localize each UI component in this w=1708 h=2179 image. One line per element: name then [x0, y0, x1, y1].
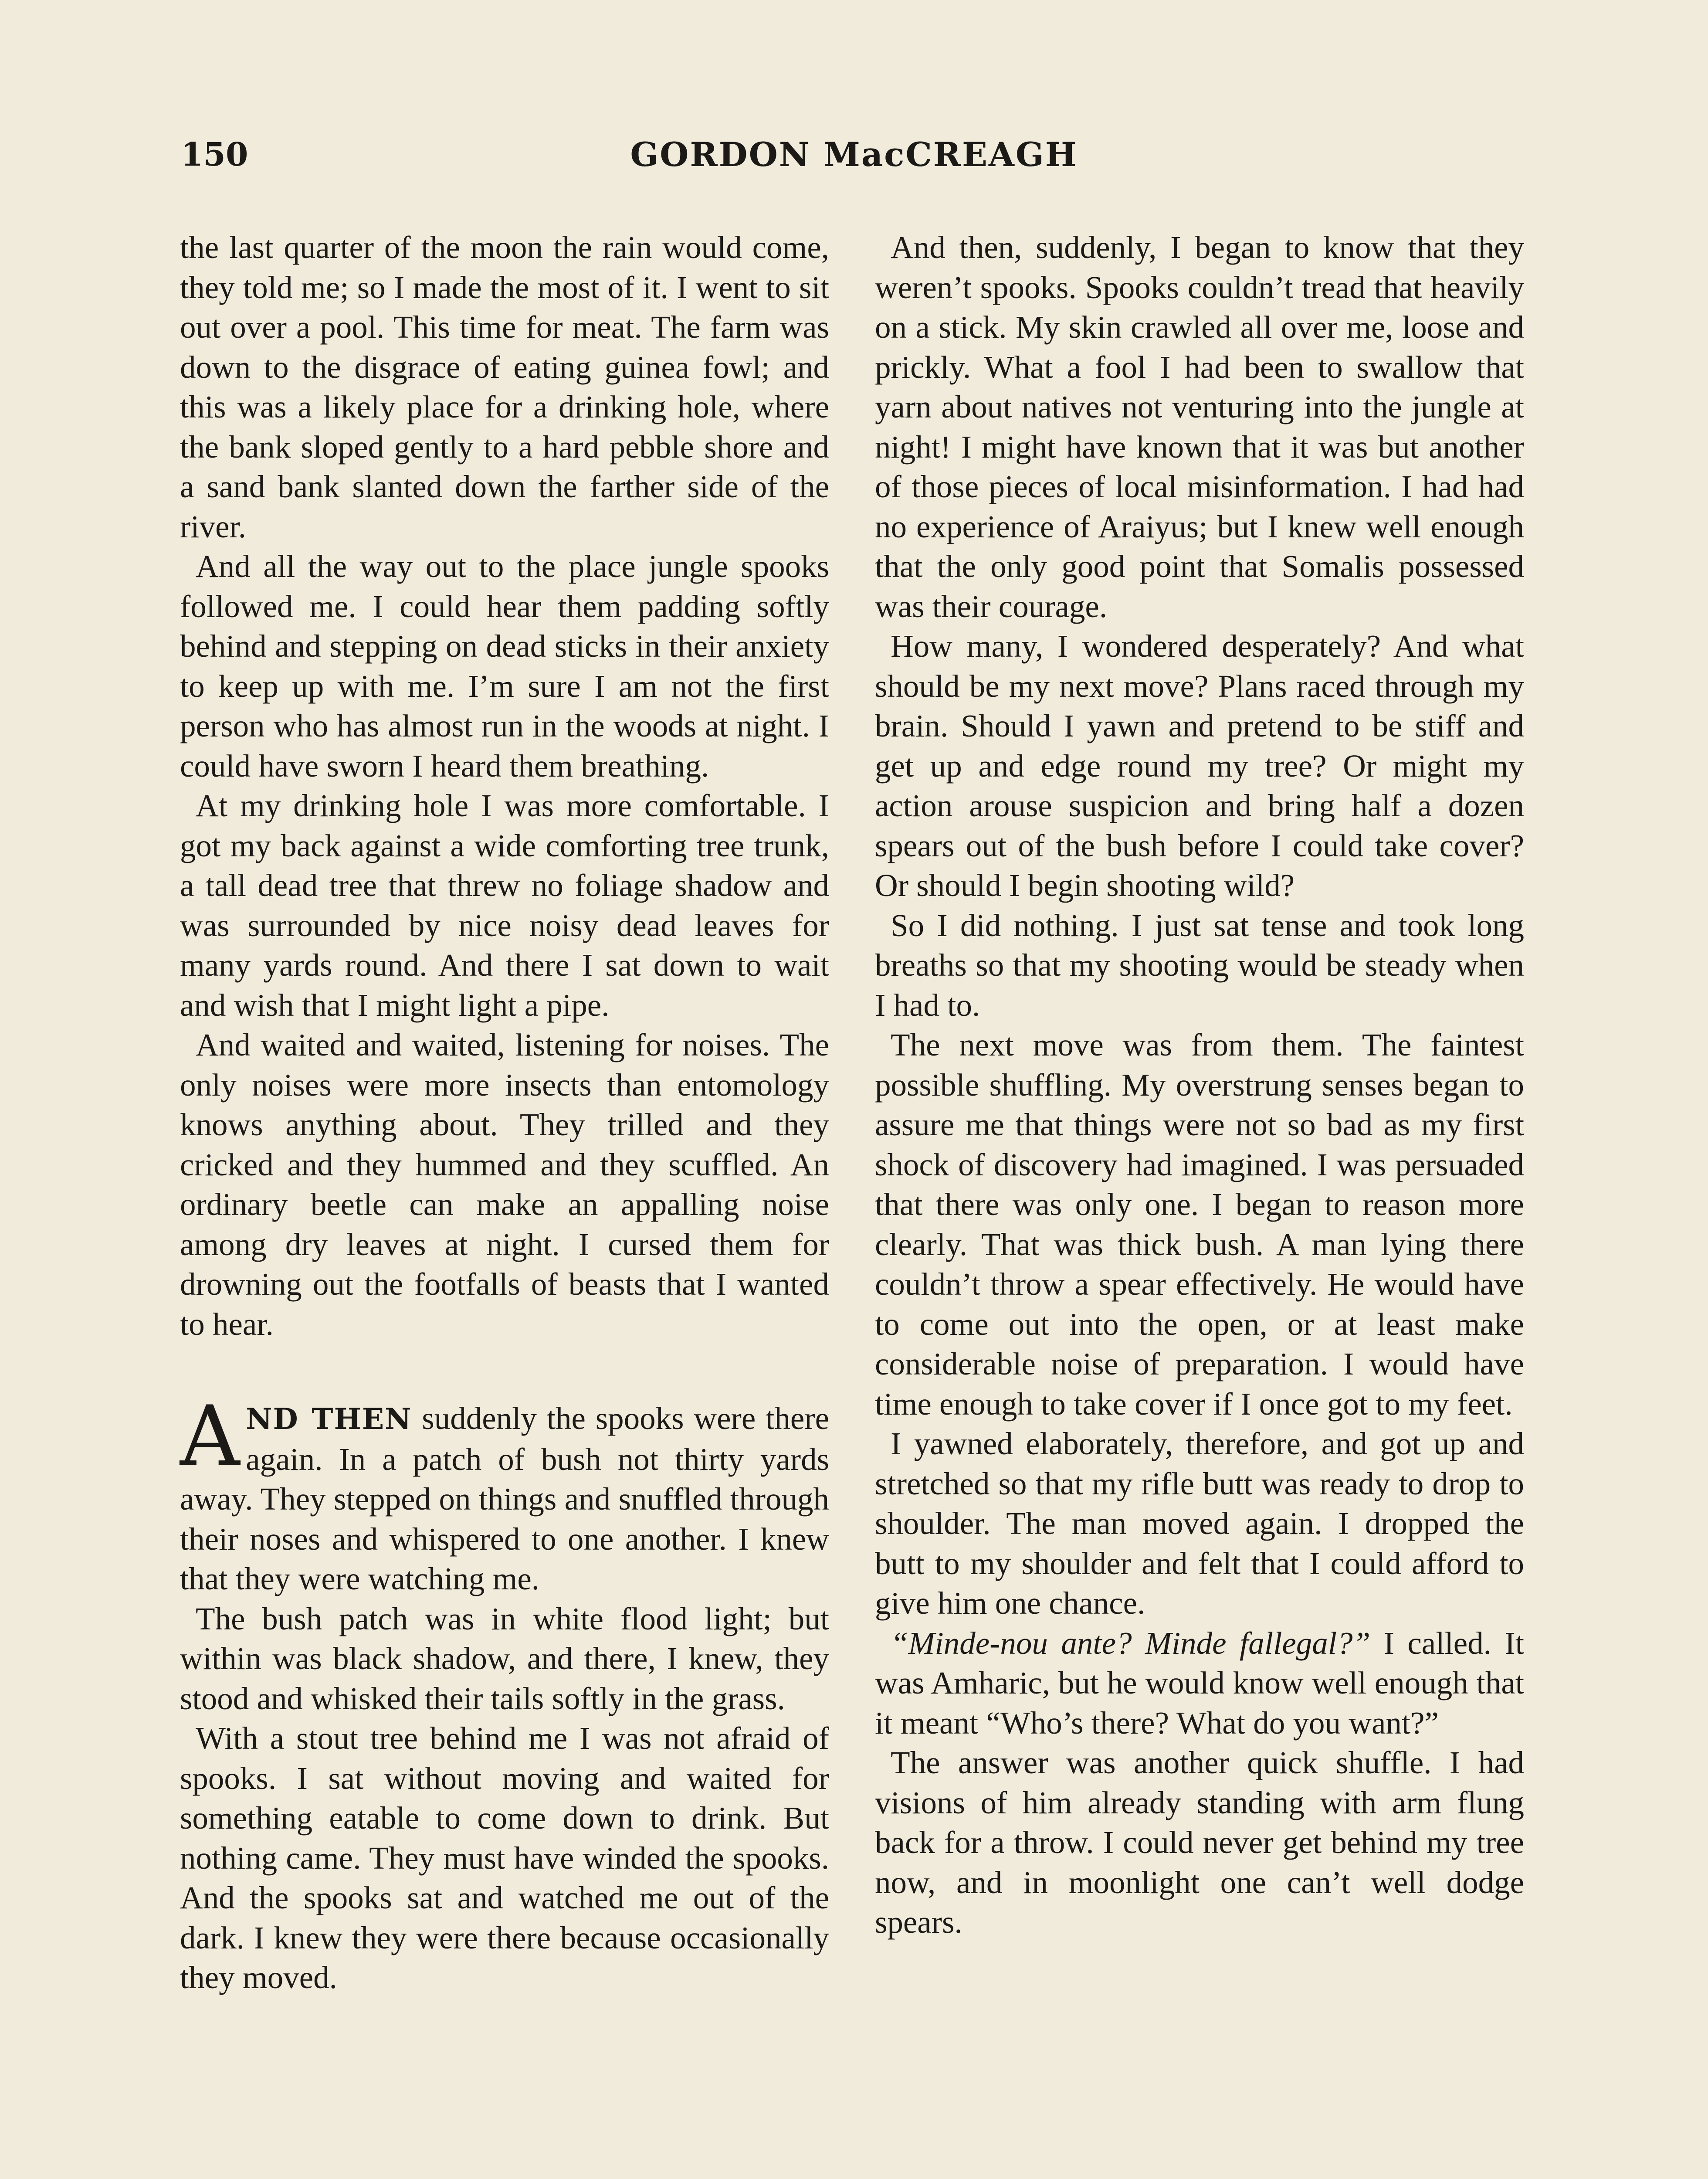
section-break: [180, 1344, 829, 1398]
paragraph: And all the way out to the place jungle spooks followed me. I could hear them padding softly behind and stepping on dead sticks in their anxiety to keep up with me. I’m sure I am not the first person who has almost run in the woods at night. I could have sworn I heard them breathing.: [180, 549, 829, 784]
italic-quote: “Minde-nou ante? Minde fallegal?”: [891, 1625, 1371, 1661]
paragraph-text: I called. It was Amharic, but he would know well enough that it meant “Who’s there? What do you want?”: [875, 1625, 1524, 1741]
running-head: [181, 131, 1527, 179]
page-number: 150: [181, 136, 248, 173]
paragraph: The answer was another quick shuffle. I had visions of him already standing with arm flung back for a throw. I could never get behind my tree now, and in moonlight one can’t well dodge spears.: [875, 1745, 1524, 1940]
dropcap-paragraph: [180, 1388, 829, 1599]
drop-cap-letter: A: [180, 1388, 240, 1484]
paragraph: The bush patch was in white flood light; but within was black shadow, and there, I knew, they stood and whisked their tails softly in the grass.: [180, 1601, 829, 1716]
paragraph: With a stout tree behind me I was not afraid of spooks. I sat without moving and waited for something eatable to come down to drink. But nothing came. They must have winded the spooks. And the spooks sat and watched me out of the dark. I knew they were there because occasionally they moved.: [180, 1721, 829, 1995]
paragraph: How many, I wondered desperately? And what should be my next move? Plans raced through my brain. Should I yawn and pretend to be stiff and get up and edge round my tree? Or might my action arouse suspicion and bring half a dozen spears out of the bush before I could take cover? Or should I begin shooting wild?: [875, 628, 1524, 903]
paragraph: I yawned elaborately, therefore, and got up and stretched so that my rifle butt was ready to drop to shoulder. The man moved again. I dropped the butt to my shoulder and felt that I could afford to give him one chance.: [875, 1426, 1524, 1621]
right-column: [875, 227, 1524, 1942]
lead-in-caps: ND THEN: [246, 1402, 412, 1436]
paragraph: [875, 1623, 1524, 1743]
paragraph: And then, suddenly, I began to know that they weren’t spooks. Spooks couldn’t tread that heavily on a stick. My skin crawled all over me, loose and prickly. What a fool I had been to swallow that yarn about natives not venturing into the jungle at night! I might have known that it was but another of those pieces of local misinformation. I had had no experience of Araiyus; but I knew well enough that the only good point that Somalis possessed was their courage.: [875, 230, 1524, 624]
paragraph-text: suddenly the spooks were there again. In a patch of bush not thirty yards away. They stepped on things and snuffled through their noses and whispered to one another. I knew that they were watching me.: [180, 1401, 829, 1596]
paragraph: And waited and waited, listening for noises. The only noises were more insects than entomology knows anything about. They trilled and they cricked and they hummed and they scuffled. An ordinary beetle can make an appalling noise among dry leaves at night. I cursed them for drowning out the footfalls of beasts that I wanted to hear.: [180, 1027, 829, 1342]
paragraph: At my drinking hole I was more comfortable. I got my back against a wide comforting tree trunk, a tall dead tree that threw no foliage shadow and was surrounded by nice noisy dead leaves for many yards round. And there I sat down to wait and wish that I might light a pipe.: [180, 788, 829, 1023]
paragraph: So I did nothing. I just sat tense and took long breaths so that my shooting would be steady when I had to.: [875, 907, 1524, 1023]
author-heading: GORDON MacCREAGH: [630, 135, 1078, 174]
paragraph: The next move was from them. The faintest possible shuffling. My overstrung senses began to assure me that things were not so bad as my first shock of discovery had imagined. I was persuaded that there was only one. I began to reason more clearly. That was thick bush. A man lying there couldn’t throw a spear effectively. He would have to come out into the open, or at least make considerable noise of preparation. I would have time enough to take cover if I once got to my feet.: [875, 1027, 1524, 1422]
left-column: [180, 227, 829, 1998]
paragraph: the last quarter of the moon the rain would come, they told me; so I made the most of it. I went to sit out over a pool. This time for meat. The farm was down to the disgrace of eating guinea fowl; and this was a likely place for a drinking hole, where the bank sloped gently to a hard pebble shore and a sand bank slanted down the farther side of the river.: [180, 230, 829, 544]
